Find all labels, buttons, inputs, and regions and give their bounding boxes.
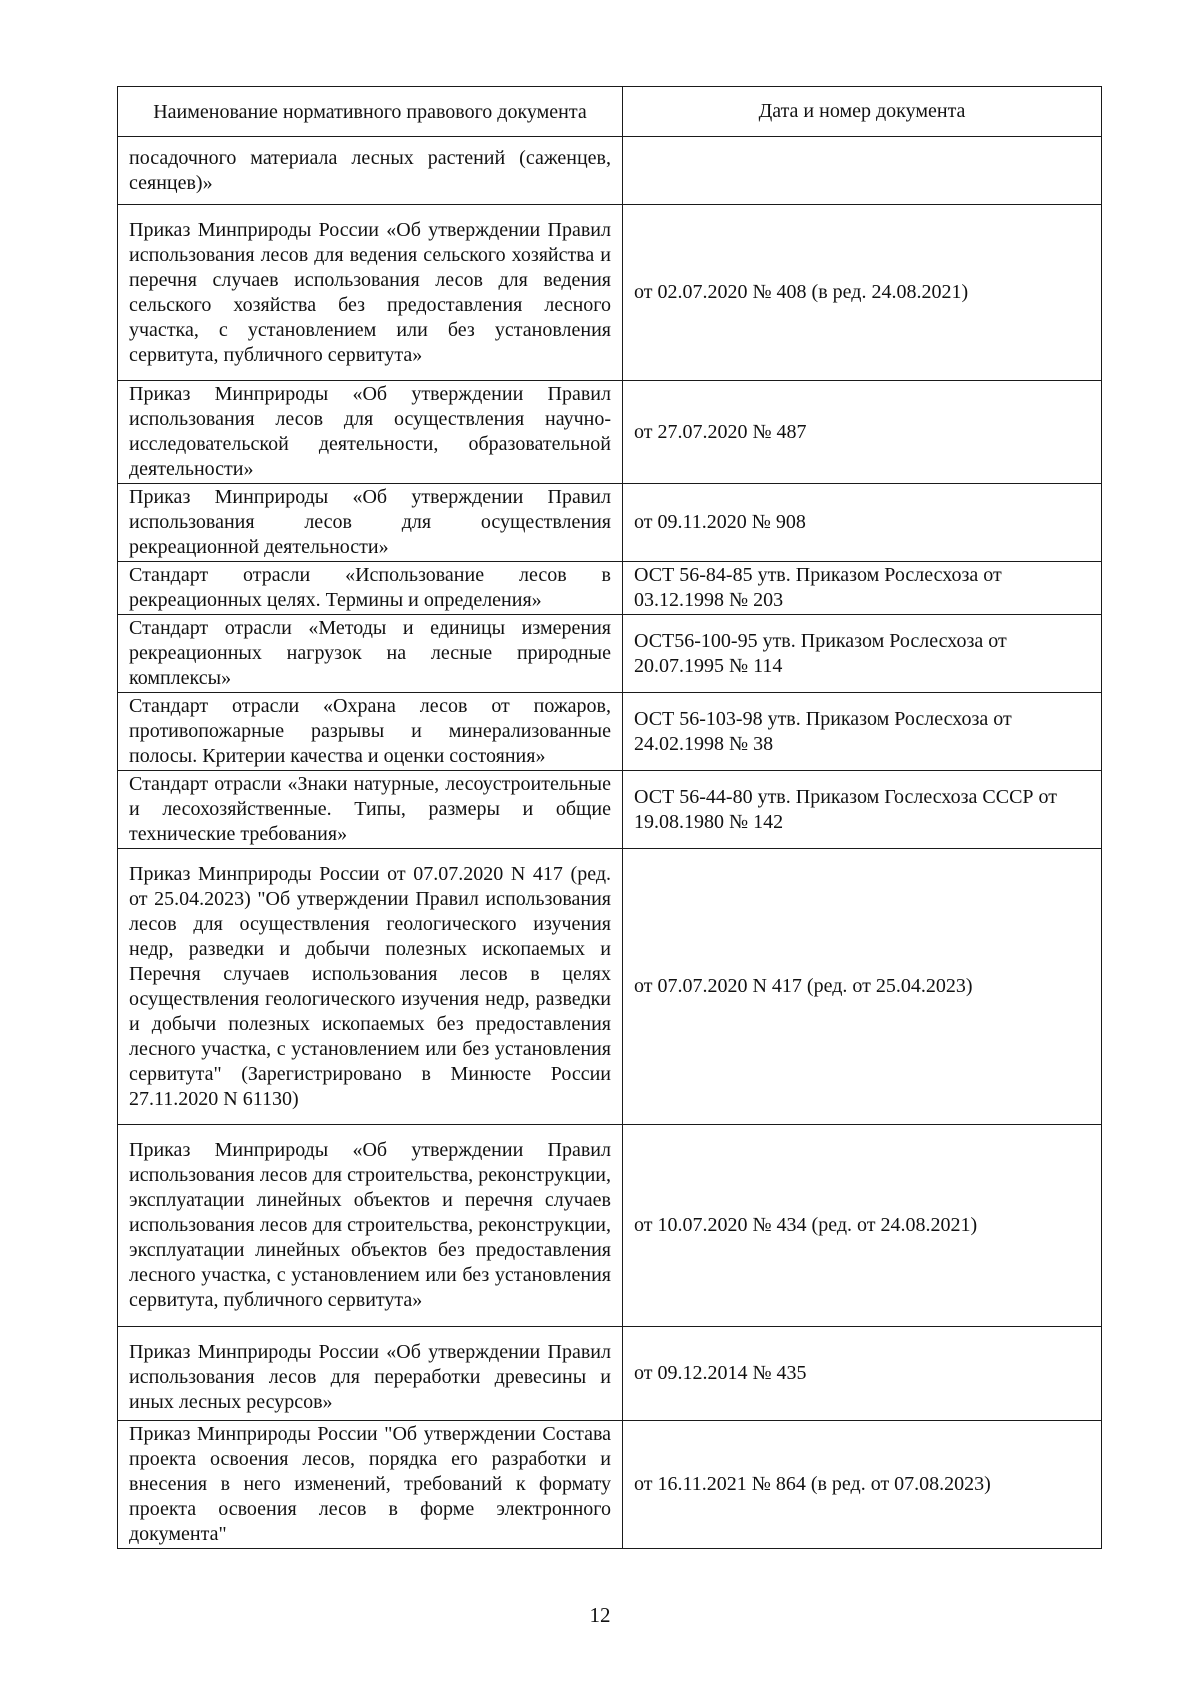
table-row (118, 1421, 1102, 1549)
document-name-cell: посадочного материала лесных растений (саженцев, сеянцев)» (118, 137, 623, 205)
table-row (118, 693, 1102, 771)
table-row (118, 137, 1102, 205)
document-date-cell: от 09.11.2020 № 908 (623, 484, 1102, 562)
header-document-date-number: Дата и номер документа (623, 87, 1102, 137)
document-name-cell: Приказ Минприроды России «Об утверждении Правил использования лесов для ведения сельского хозяйства и перечня случаев использования лесов для ведения сельского хозяйства без предоставления лесного участка, с установлением или без установления сервитута, публичного сервитута» (118, 205, 623, 381)
document-date-cell (623, 137, 1102, 205)
document-date-cell: ОСТ56-100-95 утв. Приказом Рослесхоза от 20.07.1995 № 114 (623, 615, 1102, 693)
table-header-row (118, 87, 1102, 137)
header-document-name: Наименование нормативного правового документа (118, 87, 623, 137)
document-name-cell: Стандарт отрасли «Охрана лесов от пожаров, противопожарные разрывы и минерализованные полосы. Критерии качества и оценки состояния» (118, 693, 623, 771)
table-row (118, 1327, 1102, 1421)
document-date-cell: от 16.11.2021 № 864 (в ред. от 07.08.2023) (623, 1421, 1102, 1549)
table-row (118, 205, 1102, 381)
document-name-cell: Стандарт отрасли «Знаки натурные, лесоустроительные и лесохозяйственные. Типы, размеры и общие технические требования» (118, 771, 623, 849)
table-row (118, 1125, 1102, 1327)
regulations-table (117, 86, 1102, 1549)
document-date-cell: от 27.07.2020 № 487 (623, 381, 1102, 484)
document-name-cell: Приказ Минприроды «Об утверждении Правил использования лесов для строительства, реконструкции, эксплуатации линейных объектов и перечня случаев использования лесов для строительства, реконструкции, эксплуатации линейных объектов без предоставления лесного участка, с установлением или без установления сервитута, публичного сервитута» (118, 1125, 623, 1327)
page-number: 12 (589, 1603, 611, 1627)
document-date-cell: от 09.12.2014 № 435 (623, 1327, 1102, 1421)
document-name-cell: Приказ Минприроды «Об утверждении Правил использования лесов для осуществления научно-исследовательской деятельности, образовательной деятельности» (118, 381, 623, 484)
table-row (118, 562, 1102, 615)
document-name-cell: Приказ Минприроды «Об утверждении Правил использования лесов для осуществления рекреационной деятельности» (118, 484, 623, 562)
document-name-cell: Приказ Минприроды России «Об утверждении Правил использования лесов для переработки древесины и иных лесных ресурсов» (118, 1327, 623, 1421)
document-date-cell: от 07.07.2020 N 417 (ред. от 25.04.2023) (623, 849, 1102, 1125)
document-date-cell: от 10.07.2020 № 434 (ред. от 24.08.2021) (623, 1125, 1102, 1327)
document-date-cell: ОСТ 56-103-98 утв. Приказом Рослесхоза от 24.02.1998 № 38 (623, 693, 1102, 771)
table-row (118, 849, 1102, 1125)
document-date-cell: от 02.07.2020 № 408 (в ред. 24.08.2021) (623, 205, 1102, 381)
table-row (118, 484, 1102, 562)
table-row (118, 771, 1102, 849)
table-row (118, 615, 1102, 693)
document-name-cell: Стандарт отрасли «Использование лесов в рекреационных целях. Термины и определения» (118, 562, 623, 615)
document-name-cell: Приказ Минприроды России "Об утверждении Состава проекта освоения лесов, порядка его разработки и внесения в него изменений, требований к формату проекта освоения лесов в форме электронного документа" (118, 1421, 623, 1549)
document-date-cell: ОСТ 56-84-85 утв. Приказом Рослесхоза от 03.12.1998 № 203 (623, 562, 1102, 615)
document-name-cell: Стандарт отрасли «Методы и единицы измерения рекреационных нагрузок на лесные природные комплексы» (118, 615, 623, 693)
table-row (118, 381, 1102, 484)
document-name-cell: Приказ Минприроды России от 07.07.2020 N 417 (ред. от 25.04.2023) "Об утверждении Правил использования лесов для осуществления геологического изучения недр, разведки и добычи полезных ископаемых и Перечня случаев использования лесов в целях осуществления геологического изучения недр, разведки и добычи полезных ископаемых без предоставления лесного участка, с установлением или без установления сервитута" (Зарегистрировано в Минюсте России 27.11.2020 N 61130) (118, 849, 623, 1125)
document-date-cell: ОСТ 56-44-80 утв. Приказом Гослесхоза СССР от 19.08.1980 № 142 (623, 771, 1102, 849)
